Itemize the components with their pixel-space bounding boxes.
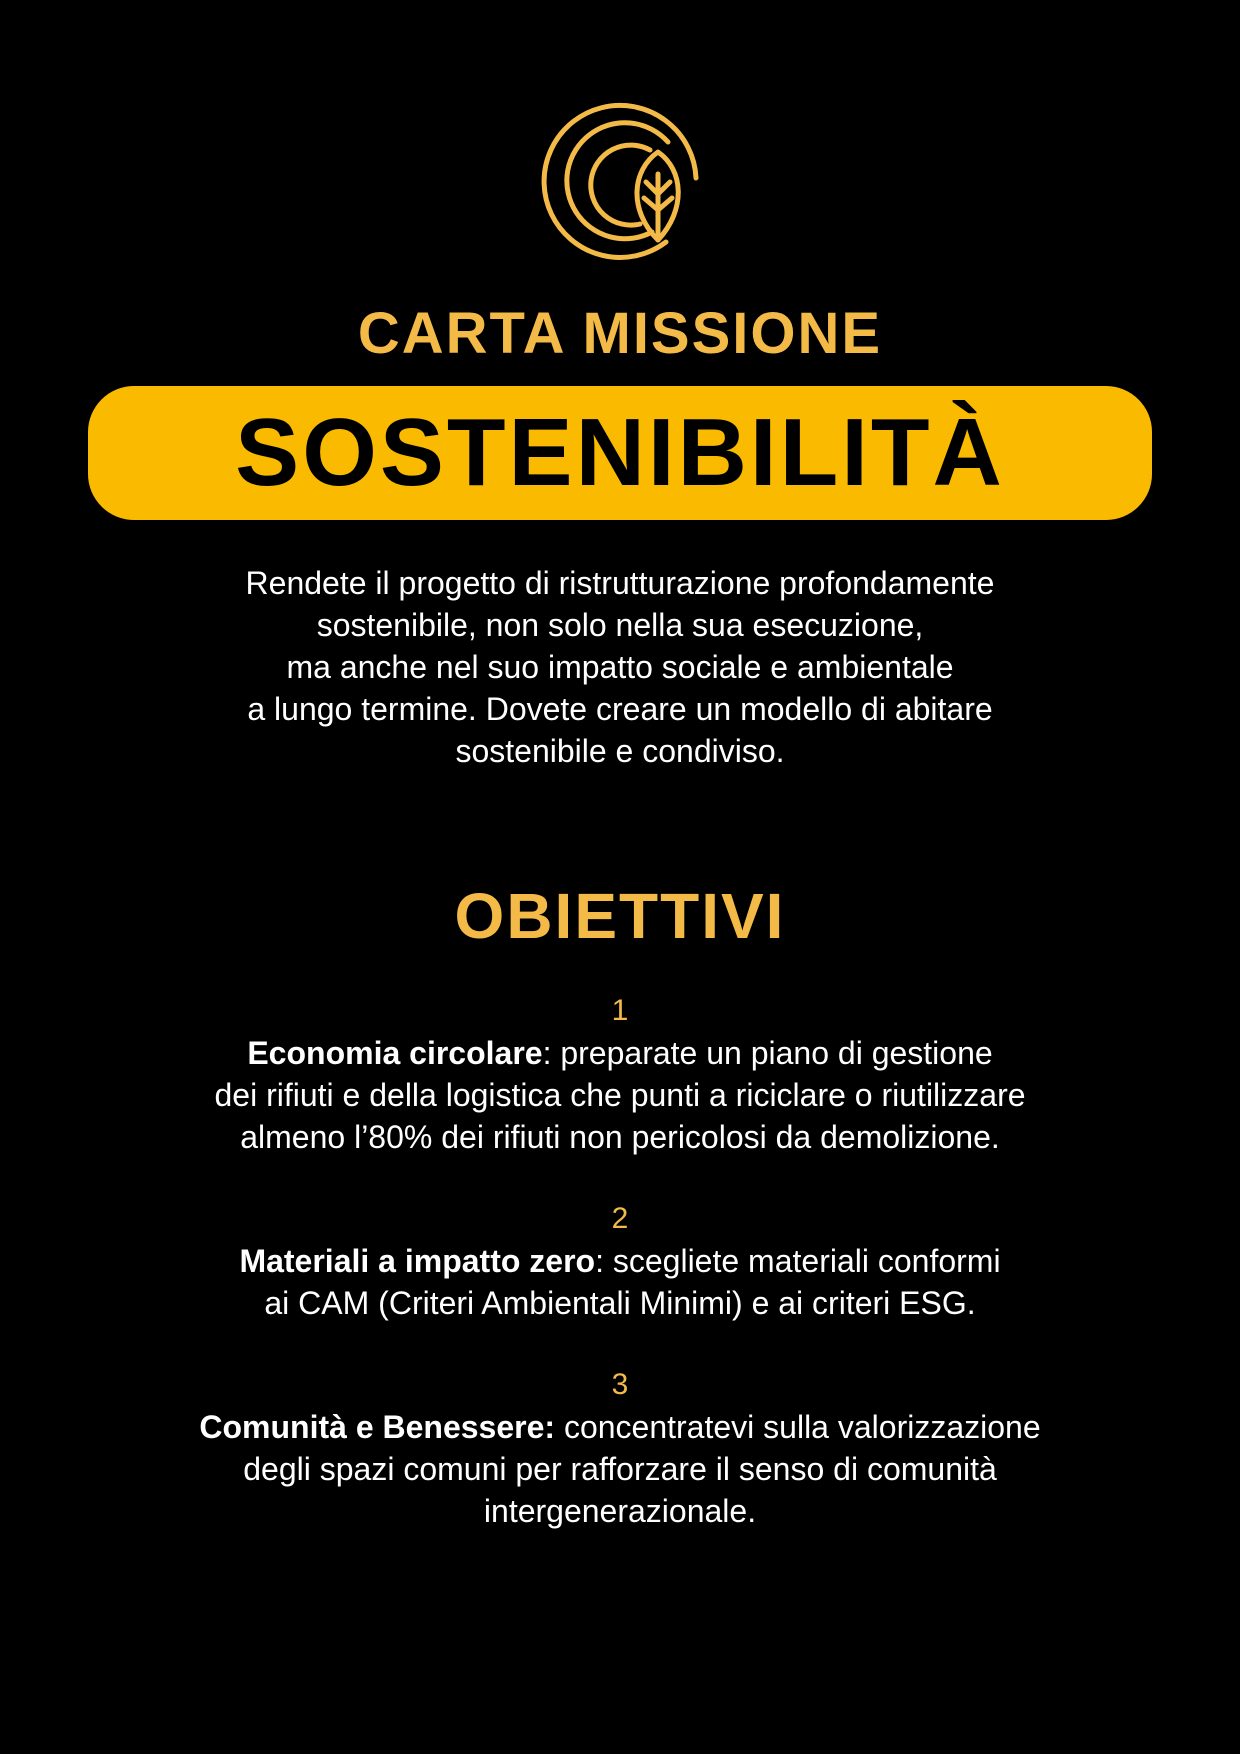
objective-item [60,1364,1180,1532]
objective-first-line [60,1032,1180,1074]
description-line: ma anche nel suo impatto sociale e ambientale [286,649,954,685]
objective-item [60,1198,1180,1324]
objectives-heading: OBIETTIVI [454,880,786,952]
objective-number: 2 [611,1202,629,1235]
objective-text-line: almeno l’80% dei rifiuti non pericolosi da demolizione. [240,1119,1000,1155]
objective-item [60,990,1180,1158]
objective-text: : scegliete materiali conformi [595,1243,1001,1279]
description-line: sostenibile e condiviso. [455,733,785,769]
objective-first-line [60,1406,1180,1448]
objective-text-line: ai CAM (Criteri Ambientali Minimi) e ai criteri ESG. [264,1285,976,1321]
card-type-heading: CARTA MISSIONE [357,301,883,366]
objective-number: 3 [611,1368,629,1401]
objective-first-line [60,1240,1180,1282]
objective-label: Materiali a impatto zero [239,1243,596,1279]
objective-text-line: intergenerazionale. [483,1493,757,1529]
objective-text-line: dei rifiuti e della logistica che punti a riciclare o riutilizzare [214,1077,1026,1113]
objective-text: concentratevi sulla valorizzazione [555,1409,1041,1445]
objective-text: : preparate un piano di gestione [542,1035,993,1071]
title-banner [88,386,1152,520]
objective-label: Comunità e Benessere: [199,1409,556,1445]
mission-title: SOSTENIBILITÀ [235,399,1005,506]
mission-description [80,562,1160,772]
circular-leaf-icon [540,100,700,265]
description-line: sostenibile, non solo nella sua esecuzione, [316,607,924,643]
description-line: Rendete il progetto di ristrutturazione profondamente [245,565,995,601]
objective-label: Economia circolare [247,1035,543,1071]
objective-text-line: degli spazi comuni per rafforzare il senso di comunità [243,1451,997,1487]
objective-number: 1 [611,994,629,1027]
description-line: a lungo termine. Dovete creare un modello di abitare [247,691,993,727]
